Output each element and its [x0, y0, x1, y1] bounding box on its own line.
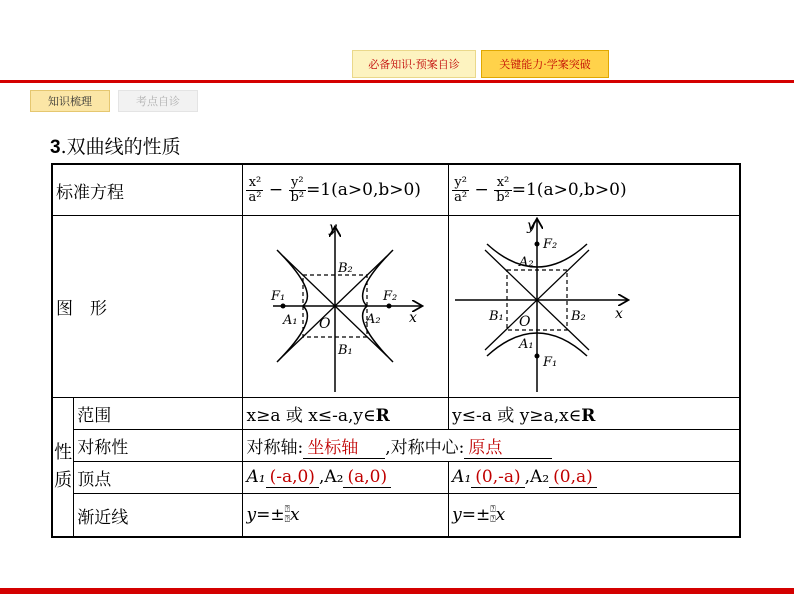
- point-f2-label-2: F₂: [543, 237, 558, 252]
- equation-vertical: $\frac{\text{y²}}{\text{a²}}$ − $\frac{\text{x²}}{\text{b²}}$ =1(a>0,b>0): [449, 164, 740, 216]
- answer-vertex-a2-horizontal: (a,0): [343, 467, 391, 488]
- axis-y-label-2: y: [527, 218, 536, 234]
- vertex-horizontal: A₁ (-a,0) ,A₂ (a,0): [243, 462, 449, 494]
- vertex-vertical: A₁ (0,-a) ,A₂ (0,a): [449, 462, 740, 494]
- axis-x-label-1: x: [409, 310, 418, 326]
- tab-key-abilities[interactable]: 关键能力·学案突破: [481, 50, 609, 78]
- point-b2-label-2: B₂: [571, 309, 586, 324]
- section-number: 3: [50, 137, 61, 158]
- section-title: .双曲线的性质: [60, 136, 181, 158]
- symmetry-value: 对称轴: 坐标轴 ,对称中心: 原点: [243, 430, 740, 462]
- label-asymptote: 渐近线: [74, 494, 243, 538]
- answer-symmetry-center: 原点: [464, 433, 552, 459]
- point-a2-label-2: A₂: [519, 255, 534, 270]
- label-standard-equation: 标准方程: [52, 164, 243, 216]
- point-a1-label-1: A₁: [283, 313, 299, 328]
- point-f2-label-1: F₂: [383, 289, 398, 304]
- point-f1-label-2: F₁: [543, 355, 558, 370]
- point-a2-label-1: A₂: [366, 312, 382, 327]
- origin-label-2: O: [519, 314, 531, 330]
- hyperbola-properties-table: [51, 163, 741, 538]
- answer-symmetry-axis: 坐标轴: [303, 433, 385, 459]
- answer-vertex-a1-vertical: (0,-a): [471, 467, 524, 488]
- answer-vertex-a2-vertical: (0,a): [549, 467, 597, 488]
- asymptote-horizontal: y=± ⍰ ⍰ x: [243, 494, 449, 538]
- label-symmetry: 对称性: [74, 430, 243, 462]
- origin-label-1: O: [319, 316, 331, 332]
- label-figure: 图 形: [52, 216, 243, 398]
- asymptote-vertical: y=± ⍰ ⍰ x: [449, 494, 740, 538]
- section-heading: [50, 132, 181, 159]
- label-range: 范围: [74, 398, 243, 430]
- point-b2-label-1: B₂: [338, 261, 354, 276]
- axis-y-label-1: y: [329, 220, 338, 236]
- header-divider: [0, 80, 794, 83]
- axis-x-label-2: x: [615, 306, 624, 322]
- figure-vertical-hyperbola: [449, 216, 740, 398]
- tab-essential-knowledge[interactable]: 必备知识·预案自诊: [352, 50, 476, 78]
- footer-divider: [0, 588, 794, 594]
- range-vertical: y≤-a 或 y≥a,x∈R: [449, 398, 740, 430]
- equation-horizontal: $\frac{\text{x²}}{\text{a²}}$ − $\frac{\text{y²}}{\text{b²}}$ =1(a>0,b>0): [243, 164, 449, 216]
- range-horizontal: x≥a 或 x≤-a,y∈R: [243, 398, 449, 430]
- figure-horizontal-hyperbola: [243, 216, 449, 398]
- label-vertex: 顶点: [74, 462, 243, 494]
- label-properties: 性 质: [52, 398, 74, 538]
- point-b1-label-1: B₁: [338, 343, 354, 358]
- subtab-self-check[interactable]: 考点自诊: [118, 90, 198, 112]
- answer-vertex-a1-horizontal: (-a,0): [266, 467, 319, 488]
- subtab-knowledge-review[interactable]: 知识梳理: [30, 90, 110, 112]
- point-b1-label-2: B₁: [489, 309, 504, 324]
- point-f1-label-1: F₁: [271, 289, 286, 304]
- point-a1-label-2: A₁: [519, 337, 534, 352]
